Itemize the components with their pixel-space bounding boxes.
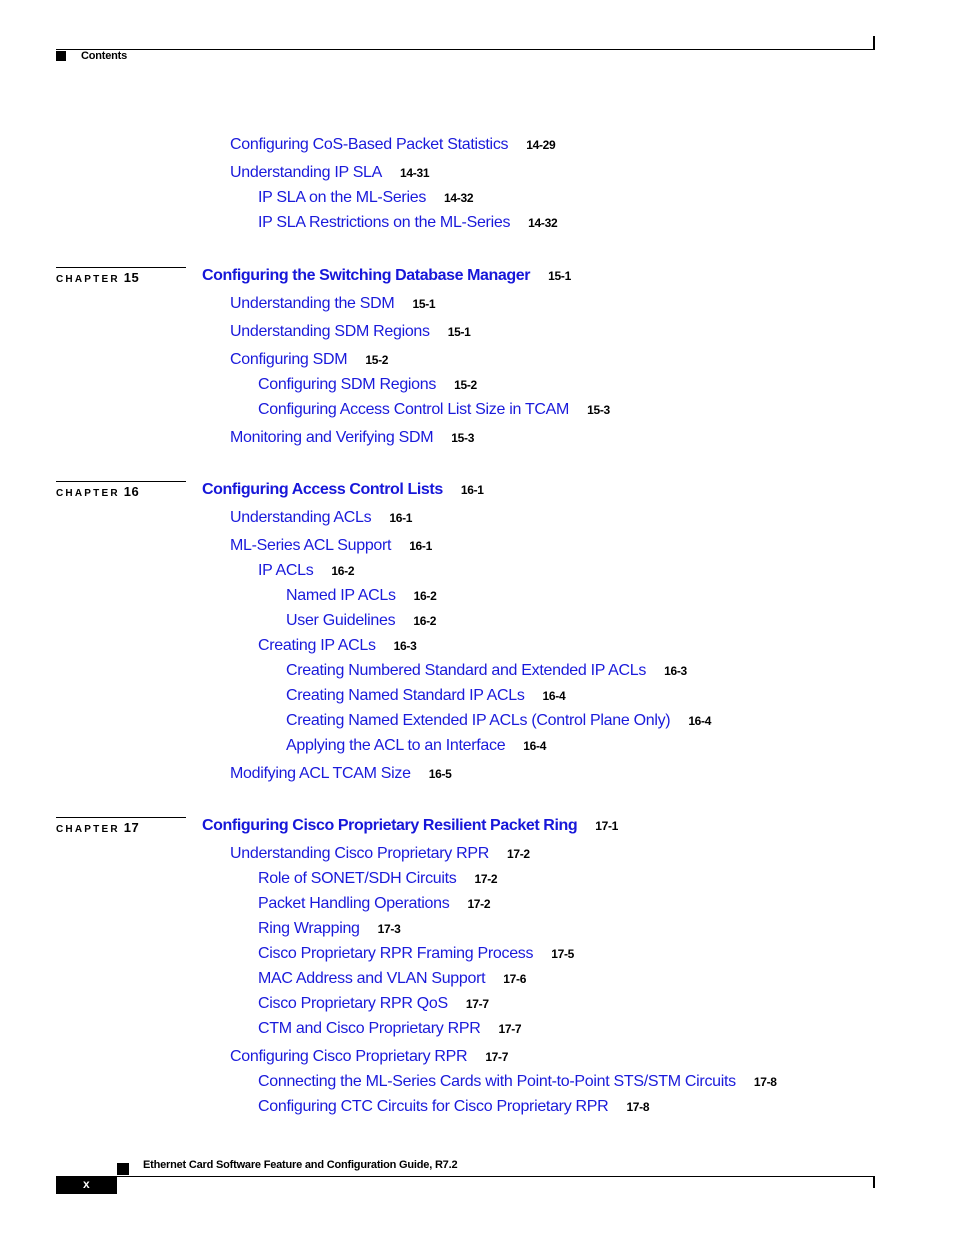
chapter-page: 16-1 [460,483,484,497]
header-marker-box [56,51,66,61]
chapter-number: 16 [123,484,140,499]
toc-entry-title[interactable]: Cisco Proprietary RPR Framing Process [258,945,534,962]
toc-entry-title[interactable]: IP SLA Restrictions on the ML-Series [258,214,511,231]
toc-entry[interactable] [258,376,477,394]
chapter-page: 17-1 [595,819,619,833]
header-rule [56,49,874,50]
toc-entry-title[interactable]: Understanding SDM Regions [230,323,430,340]
toc-entry-title[interactable]: Configuring SDM Regions [258,376,437,393]
chapter-word: CHAPTER [56,824,120,835]
chapter-number: 15 [123,270,140,285]
toc-entry[interactable] [258,562,354,580]
chapter-heading[interactable] [202,817,618,835]
toc-entry[interactable] [286,712,711,730]
toc-entry[interactable] [230,351,388,369]
toc-entry-title[interactable]: Understanding IP SLA [230,164,383,181]
chapter-title[interactable]: Configuring the Switching Database Manager [202,267,531,284]
toc-entry-title[interactable]: Creating Named Extended IP ACLs (Control Plane Only) [286,712,671,729]
toc-entry-page: 15-3 [451,431,475,445]
chapter-word: CHAPTER [56,274,120,285]
footer-marker-box [117,1163,129,1175]
chapter-heading[interactable] [202,481,484,499]
toc-entry[interactable] [230,537,432,555]
toc-entry-title[interactable]: Connecting the ML-Series Cards with Point-to-Point STS/STM Circuits [258,1073,736,1090]
chapter-title[interactable]: Configuring Access Control Lists [202,481,443,498]
toc-entry-title[interactable]: Creating Named Standard IP ACLs [286,687,525,704]
chapter-label [56,270,139,285]
toc-entry-title[interactable]: Monitoring and Verifying SDM [230,429,434,446]
chapter-label [56,820,139,835]
toc-entry-page: 16-2 [413,614,437,628]
footer-page-number-box [56,1176,117,1194]
header-section-label: Contents [81,50,128,62]
toc-entry[interactable] [230,845,530,863]
toc-entry[interactable] [258,945,574,963]
toc-entry-title[interactable]: CTM and Cisco Proprietary RPR [258,1020,481,1037]
toc-entry-page: 16-4 [542,689,566,703]
toc-entry-page: 16-2 [413,589,437,603]
toc-entry-page: 16-4 [523,739,547,753]
toc-entry-page: 16-3 [664,664,687,678]
toc-entry-title[interactable]: Understanding Cisco Proprietary RPR [230,845,489,862]
header-corner-tick [873,36,875,50]
toc-entry-page: 15-2 [365,353,389,367]
toc-entry-title[interactable]: MAC Address and VLAN Support [258,970,486,987]
chapter-rule [56,817,186,818]
toc-entry[interactable] [286,587,436,605]
toc-entry[interactable] [258,920,400,938]
toc-entry-title[interactable]: Cisco Proprietary RPR QoS [258,995,448,1012]
toc-entry[interactable] [286,687,565,705]
toc-entry[interactable] [286,612,436,630]
toc-entry[interactable] [258,895,490,913]
toc-entry-page: 17-7 [498,1022,522,1036]
toc-entry-page: 17-5 [551,947,575,961]
chapter-number: 17 [123,820,140,835]
toc-entry-title[interactable]: Creating IP ACLs [258,637,376,654]
toc-entry[interactable] [286,737,546,755]
toc-entry[interactable] [230,295,435,313]
chapter-label [56,484,139,499]
toc-entry[interactable] [230,1048,508,1066]
toc-entry[interactable] [230,509,412,527]
toc-entry-title[interactable]: Configuring CTC Circuits for Cisco Proprietary RPR [258,1098,609,1115]
toc-entry-page: 17-2 [506,847,530,861]
toc-entry-page: 17-2 [467,897,491,911]
toc-entry[interactable] [230,164,429,182]
toc-entry-title[interactable]: Role of SONET/SDH Circuits [258,870,457,887]
toc-entry-page: 17-3 [377,922,401,936]
toc-entry-title[interactable]: IP ACLs [258,562,314,579]
toc-entry-title[interactable]: Named IP ACLs [286,587,396,604]
footer-rule [117,1176,874,1177]
toc-entry-page: 16-4 [688,714,712,728]
toc-entry-title[interactable]: User Guidelines [286,612,396,629]
toc-entry[interactable] [258,1020,521,1038]
toc-entry-page: 16-1 [409,539,433,553]
toc-entry-title[interactable]: Understanding ACLs [230,509,372,526]
toc-entry-page: 16-2 [331,564,355,578]
toc-entry-page: 15-1 [412,297,436,311]
toc-entry[interactable] [258,870,497,888]
toc-entry-title[interactable]: Packet Handling Operations [258,895,450,912]
chapter-word: CHAPTER [56,488,120,499]
toc-entry[interactable] [286,662,687,680]
toc-entry[interactable] [230,429,474,447]
toc-entry-title[interactable]: ML-Series ACL Support [230,537,392,554]
footer-book-title: Ethernet Card Software Feature and Configuration Guide, R7.2 [143,1159,458,1171]
toc-entry-title[interactable]: IP SLA on the ML-Series [258,189,427,206]
toc-entry[interactable] [258,1073,777,1091]
chapter-rule [56,267,186,268]
toc-entry-title[interactable]: Configuring Cisco Proprietary RPR [230,1048,468,1065]
toc-entry[interactable] [258,214,557,232]
toc-entry-title[interactable]: Ring Wrapping [258,920,360,937]
toc-entry-title[interactable]: Configuring Access Control List Size in TCAM [258,401,570,418]
toc-entry-title[interactable]: Configuring SDM [230,351,348,368]
toc-entry-page: 14-32 [528,216,558,230]
toc-entry-page: 14-31 [400,166,430,180]
toc-entry[interactable] [258,1098,649,1116]
chapter-heading[interactable] [202,267,571,285]
toc-entry-page: 17-8 [626,1100,650,1114]
toc-entry-page: 14-32 [444,191,474,205]
toc-entry[interactable] [258,970,526,988]
toc-entry-page: 16-1 [389,511,413,525]
toc-entry-page: 17-7 [465,997,489,1011]
toc-entry-page: 17-7 [485,1050,509,1064]
toc-entry-page: 14-29 [526,138,556,152]
toc-entry-page: 17-8 [753,1075,777,1089]
toc-entry-page: 16-3 [393,639,417,653]
footer-page-number: x [83,1177,90,1191]
toc-entry-page: 17-6 [503,972,527,986]
toc-entry[interactable] [230,136,555,154]
toc-entry-title[interactable]: Modifying ACL TCAM Size [230,765,411,782]
toc-entry-page: 17-2 [474,872,498,886]
chapter-page: 15-1 [548,269,571,283]
toc-entry-title[interactable]: Creating Numbered Standard and Extended IP ACLs [286,662,647,679]
footer-corner-tick [873,1176,875,1188]
chapter-title[interactable]: Configuring Cisco Proprietary Resilient Packet Ring [202,817,578,834]
toc-entry-page: 15-3 [587,403,610,417]
toc-entry[interactable] [258,189,473,207]
toc-entry[interactable] [230,765,452,783]
toc-entry-title[interactable]: Applying the ACL to an Interface [286,737,506,754]
toc-entry-page: 15-1 [447,325,471,339]
toc-entry[interactable] [230,323,471,341]
toc-entry[interactable] [258,995,489,1013]
toc-entry-page: 16-5 [428,767,452,781]
toc-entry[interactable] [258,401,610,419]
toc-entry-title[interactable]: Configuring CoS-Based Packet Statistics [230,136,509,153]
toc-entry[interactable] [258,637,416,655]
chapter-rule [56,481,186,482]
toc-entry-title[interactable]: Understanding the SDM [230,295,395,312]
toc-entry-page: 15-2 [454,378,477,392]
